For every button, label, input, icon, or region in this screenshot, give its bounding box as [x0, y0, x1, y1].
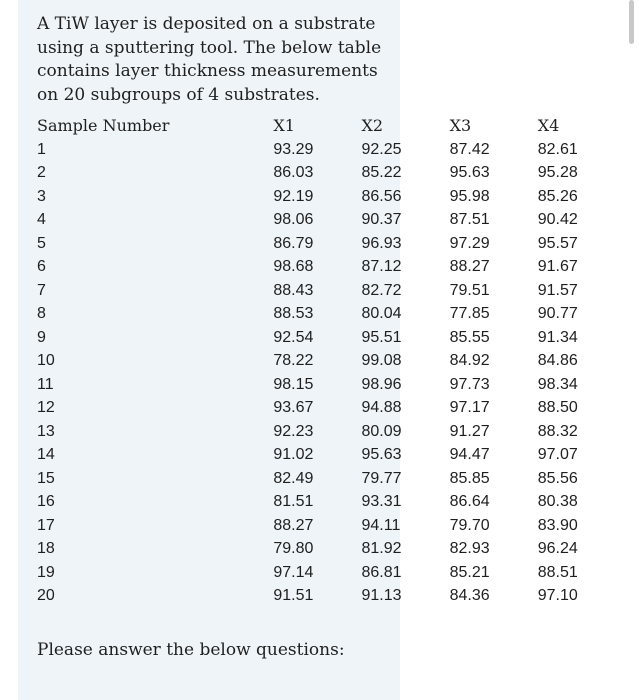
measurement-cell-x3: 95.98 [449, 187, 490, 205]
sample-number-cell: 14 [37, 446, 55, 464]
header-x1: X1 [273, 116, 295, 135]
measurement-cell-x2: 94.11 [361, 516, 401, 534]
measurement-cell-x3: 79.51 [449, 281, 490, 299]
measurement-cell-x3: 87.42 [449, 140, 490, 158]
measurement-cell-x2: 81.92 [361, 540, 402, 558]
table-row [37, 279, 597, 303]
measurement-cell-x3: 85.21 [449, 563, 490, 581]
table-row [37, 373, 597, 397]
measurement-cell-x3: 88.27 [449, 258, 490, 276]
measurement-cell-x2: 80.04 [361, 305, 402, 323]
sample-number-cell: 8 [37, 305, 46, 323]
measurement-cell-x4: 91.57 [537, 281, 578, 299]
table-row [37, 561, 597, 585]
measurement-cell-x4: 85.26 [537, 187, 578, 205]
sample-number-cell: 16 [37, 493, 55, 511]
measurement-cell-x3: 82.93 [449, 540, 490, 558]
measurement-cell-x1: 78.22 [273, 352, 314, 370]
sample-number-cell: 12 [37, 399, 55, 417]
header-x2: X2 [361, 116, 384, 135]
measurement-cell-x2: 95.63 [361, 446, 402, 464]
measurement-cell-x3: 91.27 [449, 422, 490, 440]
measurement-cell-x1: 91.51 [273, 587, 314, 605]
sample-number-cell: 4 [37, 211, 46, 229]
measurement-cell-x4: 84.86 [537, 352, 578, 370]
measurement-cell-x3: 84.92 [449, 352, 490, 370]
sample-number-cell: 5 [37, 234, 46, 252]
table-row [37, 491, 597, 515]
measurement-cell-x2: 85.22 [361, 164, 402, 182]
sample-number-cell: 17 [37, 516, 55, 534]
measurement-cell-x2: 95.51 [361, 328, 402, 346]
measurement-cell-x4: 98.34 [537, 375, 578, 393]
table-row [37, 514, 597, 538]
table-row [37, 420, 597, 444]
header-x4: X4 [537, 116, 560, 135]
measurement-cell-x1: 82.49 [273, 469, 314, 487]
measurement-cell-x4: 90.42 [537, 211, 578, 229]
measurement-cell-x4: 85.56 [537, 469, 578, 487]
measurement-cell-x2: 87.12 [361, 258, 402, 276]
measurement-cell-x4: 91.34 [537, 328, 578, 346]
measurement-cell-x1: 92.54 [273, 328, 314, 346]
table-body [37, 138, 597, 608]
measurement-cell-x3: 95.63 [449, 164, 490, 182]
measurement-cell-x4: 97.10 [537, 587, 578, 605]
measurement-cell-x2: 86.56 [361, 187, 402, 205]
sample-number-cell: 11 [37, 375, 54, 393]
sample-number-cell: 10 [37, 352, 55, 370]
sample-number-cell: 20 [37, 587, 55, 605]
measurement-cell-x1: 86.03 [273, 164, 314, 182]
table-row [37, 209, 597, 233]
measurement-cell-x4: 95.57 [537, 234, 578, 252]
measurement-cell-x3: 87.51 [449, 211, 490, 229]
measurement-cell-x3: 84.36 [449, 587, 490, 605]
table-row [37, 538, 597, 562]
outro-text: Please answer the below questions: [37, 640, 345, 660]
measurement-cell-x4: 88.50 [537, 399, 578, 417]
table-row [37, 326, 597, 350]
measurement-cell-x3: 86.64 [449, 493, 490, 511]
measurement-cell-x3: 94.47 [449, 446, 490, 464]
sample-number-cell: 7 [37, 281, 46, 299]
measurement-cell-x4: 97.07 [537, 446, 578, 464]
sample-number-cell: 6 [37, 258, 46, 276]
measurement-cell-x2: 86.81 [361, 563, 402, 581]
table-row [37, 444, 597, 468]
measurement-cell-x4: 88.32 [537, 422, 578, 440]
measurement-cell-x3: 85.85 [449, 469, 490, 487]
sample-number-cell: 3 [37, 187, 46, 205]
measurement-cell-x4: 83.90 [537, 516, 578, 534]
measurement-cell-x2: 91.13 [361, 587, 402, 605]
measurement-cell-x4: 88.51 [537, 563, 578, 581]
table-row [37, 303, 597, 327]
measurement-cell-x1: 88.53 [273, 305, 314, 323]
measurement-cell-x1: 88.43 [273, 281, 314, 299]
measurement-cell-x3: 97.17 [449, 399, 490, 417]
sample-number-cell: 15 [37, 469, 55, 487]
table-row [37, 467, 597, 491]
table-row [37, 585, 597, 609]
table-row [37, 256, 597, 280]
measurement-cell-x1: 92.23 [273, 422, 314, 440]
measurement-cell-x2: 79.77 [361, 469, 402, 487]
sample-number-cell: 1 [37, 140, 46, 158]
question-content [37, 13, 597, 608]
measurement-cell-x4: 90.77 [537, 305, 578, 323]
measurement-cell-x1: 86.79 [273, 234, 314, 252]
scrollbar-thumb[interactable] [629, 0, 634, 44]
measurement-cell-x1: 91.02 [273, 446, 314, 464]
measurement-cell-x4: 95.28 [537, 164, 578, 182]
measurement-cell-x1: 81.51 [273, 493, 314, 511]
sample-number-cell: 9 [37, 328, 46, 346]
sample-number-cell: 2 [37, 164, 46, 182]
measurement-cell-x4: 96.24 [537, 540, 578, 558]
measurement-cell-x1: 98.15 [273, 375, 314, 393]
measurement-cell-x1: 88.27 [273, 516, 314, 534]
measurement-cell-x2: 82.72 [361, 281, 402, 299]
measurement-table [37, 113, 597, 608]
measurement-cell-x3: 85.55 [449, 328, 490, 346]
measurement-cell-x2: 96.93 [361, 234, 402, 252]
measurement-cell-x1: 98.68 [273, 258, 314, 276]
header-x3: X3 [449, 116, 472, 135]
measurement-cell-x1: 79.80 [273, 540, 314, 558]
measurement-cell-x2: 99.08 [361, 352, 402, 370]
measurement-cell-x3: 77.85 [449, 305, 490, 323]
table-row [37, 397, 597, 421]
intro-text: A TiW layer is deposited on a substrate using a sputtering tool. The below table contains layer thickness measurements on 20 subgroups of 4 substrates. [37, 14, 382, 105]
measurement-cell-x1: 97.14 [273, 563, 314, 581]
sample-number-cell: 18 [37, 540, 55, 558]
measurement-cell-x4: 80.38 [537, 493, 578, 511]
table-row [37, 350, 597, 374]
sample-number-cell: 19 [37, 563, 55, 581]
measurement-cell-x2: 93.31 [361, 493, 402, 511]
measurement-cell-x1: 93.29 [273, 140, 314, 158]
measurement-cell-x2: 98.96 [361, 375, 402, 393]
table-row [37, 185, 597, 209]
measurement-cell-x4: 82.61 [537, 140, 578, 158]
measurement-cell-x2: 94.88 [361, 399, 402, 417]
table-header-row [37, 113, 597, 138]
measurement-cell-x1: 93.67 [273, 399, 314, 417]
table-row [37, 138, 597, 162]
measurement-cell-x3: 97.73 [449, 375, 490, 393]
measurement-cell-x1: 98.06 [273, 211, 314, 229]
table-row [37, 232, 597, 256]
sample-number-cell: 13 [37, 422, 55, 440]
measurement-cell-x3: 97.29 [449, 234, 490, 252]
measurement-cell-x3: 79.70 [449, 516, 490, 534]
measurement-cell-x2: 80.09 [361, 422, 402, 440]
header-sample-number: Sample Number [37, 116, 170, 135]
measurement-cell-x2: 92.25 [361, 140, 402, 158]
measurement-cell-x2: 90.37 [361, 211, 402, 229]
table-row [37, 162, 597, 186]
measurement-cell-x4: 91.67 [537, 258, 578, 276]
measurement-cell-x1: 92.19 [273, 187, 314, 205]
